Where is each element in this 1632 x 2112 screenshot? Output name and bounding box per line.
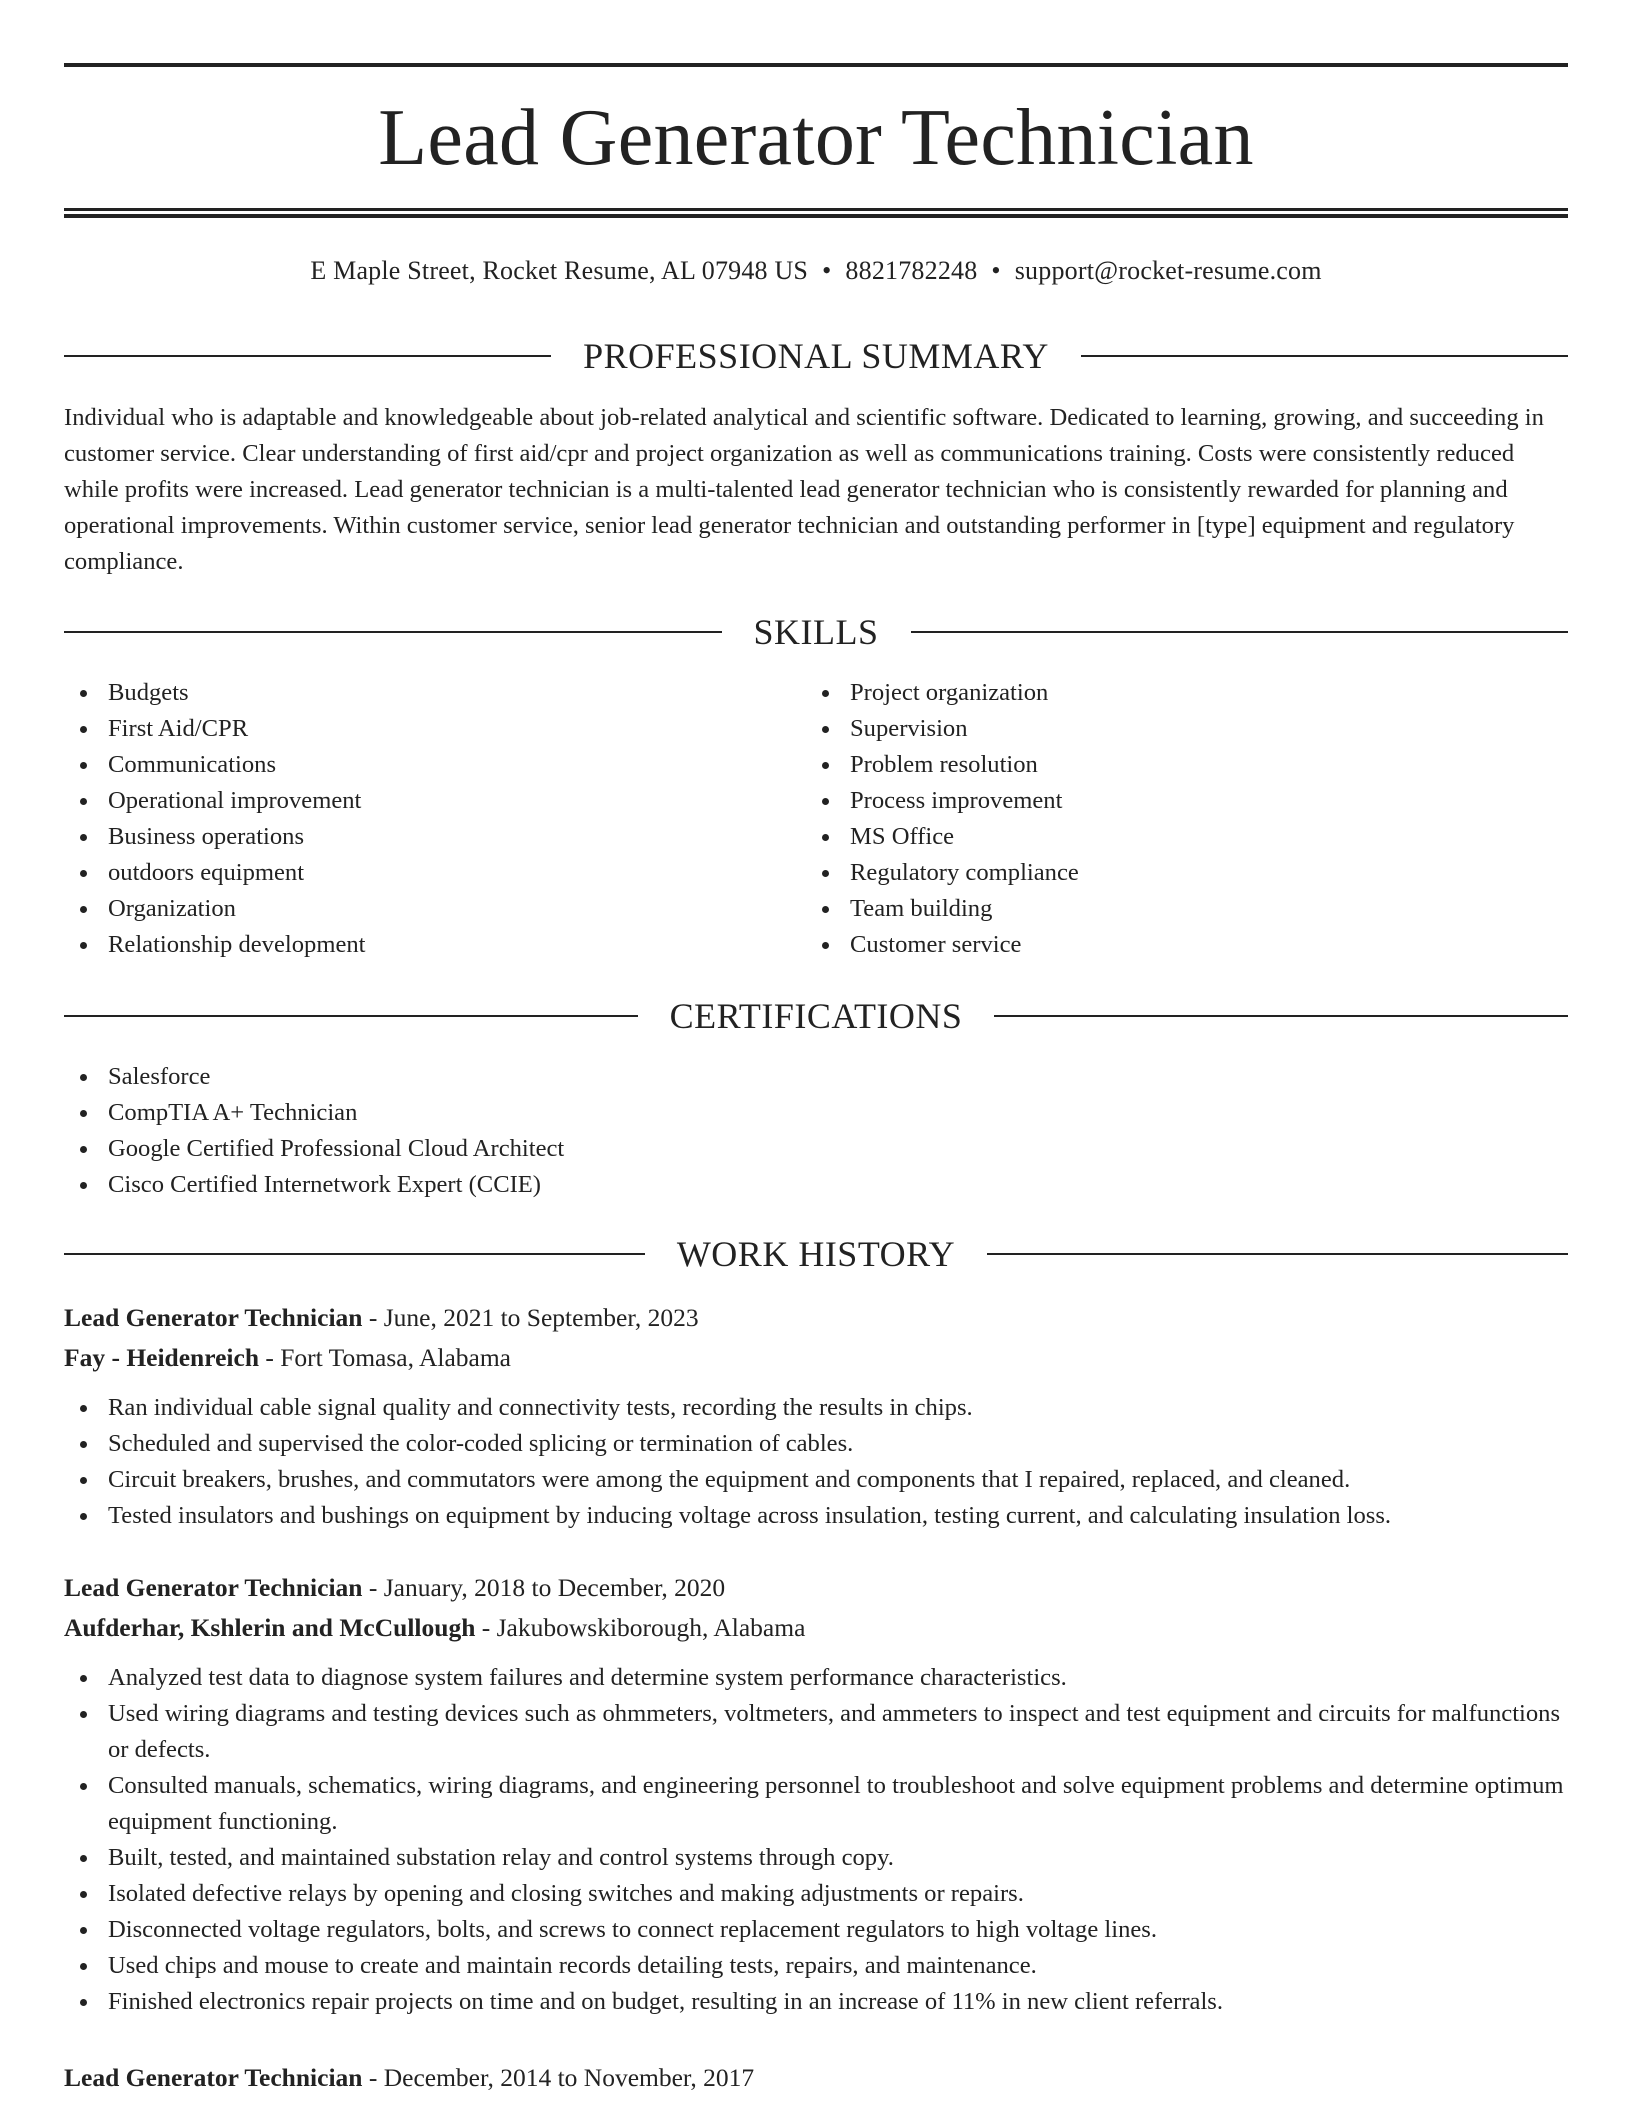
- divider: [1081, 355, 1568, 357]
- contact-separator: •: [991, 256, 1001, 285]
- certifications-heading-row: [64, 994, 1568, 1038]
- skill-item: Business operations: [64, 819, 366, 855]
- job-title: Lead Generator Technician: [64, 1303, 363, 1332]
- certification-item: Salesforce: [64, 1059, 564, 1095]
- job-location: - Jakubowskiborough, Alabama: [475, 1613, 806, 1642]
- contact-email: support@rocket-resume.com: [1014, 256, 1322, 285]
- job-location: - Fort Tomasa, Alabama: [259, 1343, 511, 1372]
- job-bullets: [64, 1390, 1568, 1534]
- divider: [64, 631, 722, 633]
- job-company: Aufderhar, Kshlerin and McCullough: [64, 1613, 476, 1642]
- skill-item: Project organization: [806, 675, 1079, 711]
- job-title: Lead Generator Technician: [64, 2063, 363, 2092]
- job-bullet: Analyzed test data to diagnose system failures and determine system performance characteristics.: [64, 1660, 1568, 1696]
- skill-item: First Aid/CPR: [64, 711, 366, 747]
- summary-text: Individual who is adaptable and knowledgeable about job-related analytical and scientific software. Dedicated to learning, growing, and succeeding in customer service. Clear understanding of first aid/cpr and project organization as well as communications training. Costs were consistently reduced while profits were increased. Lead generator technician is a multi-talented lead generator technician who is consistently rewarded for planning and operational improvements. Within customer service, senior lead generator technician and outstanding performer in [type] equipment and regulatory compliance.: [64, 404, 1544, 575]
- divider: [64, 1253, 645, 1255]
- divider: [994, 1015, 1568, 1017]
- summary-heading-row: [64, 334, 1568, 378]
- job-entry: [64, 1568, 1568, 2020]
- summary-heading: PROFESSIONAL SUMMARY: [583, 336, 1049, 376]
- certification-item: Google Certified Professional Cloud Architect: [64, 1131, 564, 1167]
- certifications-heading: CERTIFICATIONS: [669, 996, 963, 1036]
- skill-item: outdoors equipment: [64, 855, 366, 891]
- job-title-line: [64, 1568, 1568, 1608]
- job-bullets: [64, 1660, 1568, 2020]
- certifications-list: [64, 1059, 564, 1203]
- job-title-line: [64, 2058, 1568, 2098]
- job-entry: [64, 2058, 1568, 2098]
- job-bullet: Used chips and mouse to create and maintain records detailing tests, repairs, and maintenance.: [64, 1948, 1568, 1984]
- divider: [987, 1253, 1568, 1255]
- resume-title: Lead Generator Technician: [378, 94, 1254, 182]
- job-bullet: Scheduled and supervised the color-coded splicing or termination of cables.: [64, 1426, 1568, 1462]
- skill-item: Budgets: [64, 675, 366, 711]
- skills-list-right: [806, 675, 1079, 963]
- job-title-line: [64, 1298, 1568, 1338]
- job-bullet: Disconnected voltage regulators, bolts, and screws to connect replacement regulators to high voltage lines.: [64, 1912, 1568, 1948]
- header-top-rule: [64, 63, 1568, 67]
- header-double-rule: [64, 208, 1568, 218]
- job-company-line: [64, 1338, 1568, 1378]
- job-bullet: Used wiring diagrams and testing devices such as ohmmeters, voltmeters, and ammeters to inspect and test equipment and circuits for malfunctions or defects.: [64, 1696, 1568, 1768]
- divider: [911, 631, 1569, 633]
- skill-item: Regulatory compliance: [806, 855, 1079, 891]
- work-history-heading: WORK HISTORY: [676, 1234, 956, 1274]
- job-bullet: Ran individual cable signal quality and connectivity tests, recording the results in chips.: [64, 1390, 1568, 1426]
- certification-item: CompTIA A+ Technician: [64, 1095, 564, 1131]
- job-dates: - January, 2018 to December, 2020: [362, 1573, 726, 1602]
- skills-heading: SKILLS: [753, 612, 879, 652]
- job-company: Fay - Heidenreich: [64, 1343, 259, 1372]
- skill-item: Team building: [806, 891, 1079, 927]
- skill-item: Relationship development: [64, 927, 366, 963]
- skill-item: Organization: [64, 891, 366, 927]
- skills-list-left: [64, 675, 366, 963]
- certification-item: Cisco Certified Internetwork Expert (CCIE): [64, 1167, 564, 1203]
- job-bullet: Isolated defective relays by opening and closing switches and making adjustments or repairs.: [64, 1876, 1568, 1912]
- job-bullet: Consulted manuals, schematics, wiring diagrams, and engineering personnel to troubleshoot and solve equipment problems and determine optimum equipment functioning.: [64, 1768, 1568, 1840]
- contact-separator: •: [822, 256, 832, 285]
- divider: [64, 355, 551, 357]
- job-bullet: Circuit breakers, brushes, and commutators were among the equipment and components that I repaired, replaced, and cleaned.: [64, 1462, 1568, 1498]
- skill-item: Process improvement: [806, 783, 1079, 819]
- job-bullet: Tested insulators and bushings on equipment by inducing voltage across insulation, testing current, and calculating insulation loss.: [64, 1498, 1568, 1534]
- skill-item: Operational improvement: [64, 783, 366, 819]
- skill-item: Problem resolution: [806, 747, 1079, 783]
- contact-address: E Maple Street, Rocket Resume, AL 07948 US: [310, 256, 809, 285]
- skill-item: Supervision: [806, 711, 1079, 747]
- skill-item: Customer service: [806, 927, 1079, 963]
- job-bullet: Built, tested, and maintained substation relay and control systems through copy.: [64, 1840, 1568, 1876]
- job-entry: [64, 1298, 1568, 1534]
- skills-heading-row: [64, 610, 1568, 654]
- contact-line: [64, 254, 1568, 288]
- work-history-heading-row: [64, 1232, 1568, 1276]
- skill-item: Communications: [64, 747, 366, 783]
- job-dates: - December, 2014 to November, 2017: [362, 2063, 755, 2092]
- job-bullet: Finished electronics repair projects on time and on budget, resulting in an increase of 11% in new client referrals.: [64, 1984, 1568, 2020]
- job-title: Lead Generator Technician: [64, 1573, 363, 1602]
- skill-item: MS Office: [806, 819, 1079, 855]
- job-company-line: [64, 1608, 1568, 1648]
- divider: [64, 1015, 638, 1017]
- contact-phone: 8821782248: [845, 256, 978, 285]
- job-dates: - June, 2021 to September, 2023: [362, 1303, 699, 1332]
